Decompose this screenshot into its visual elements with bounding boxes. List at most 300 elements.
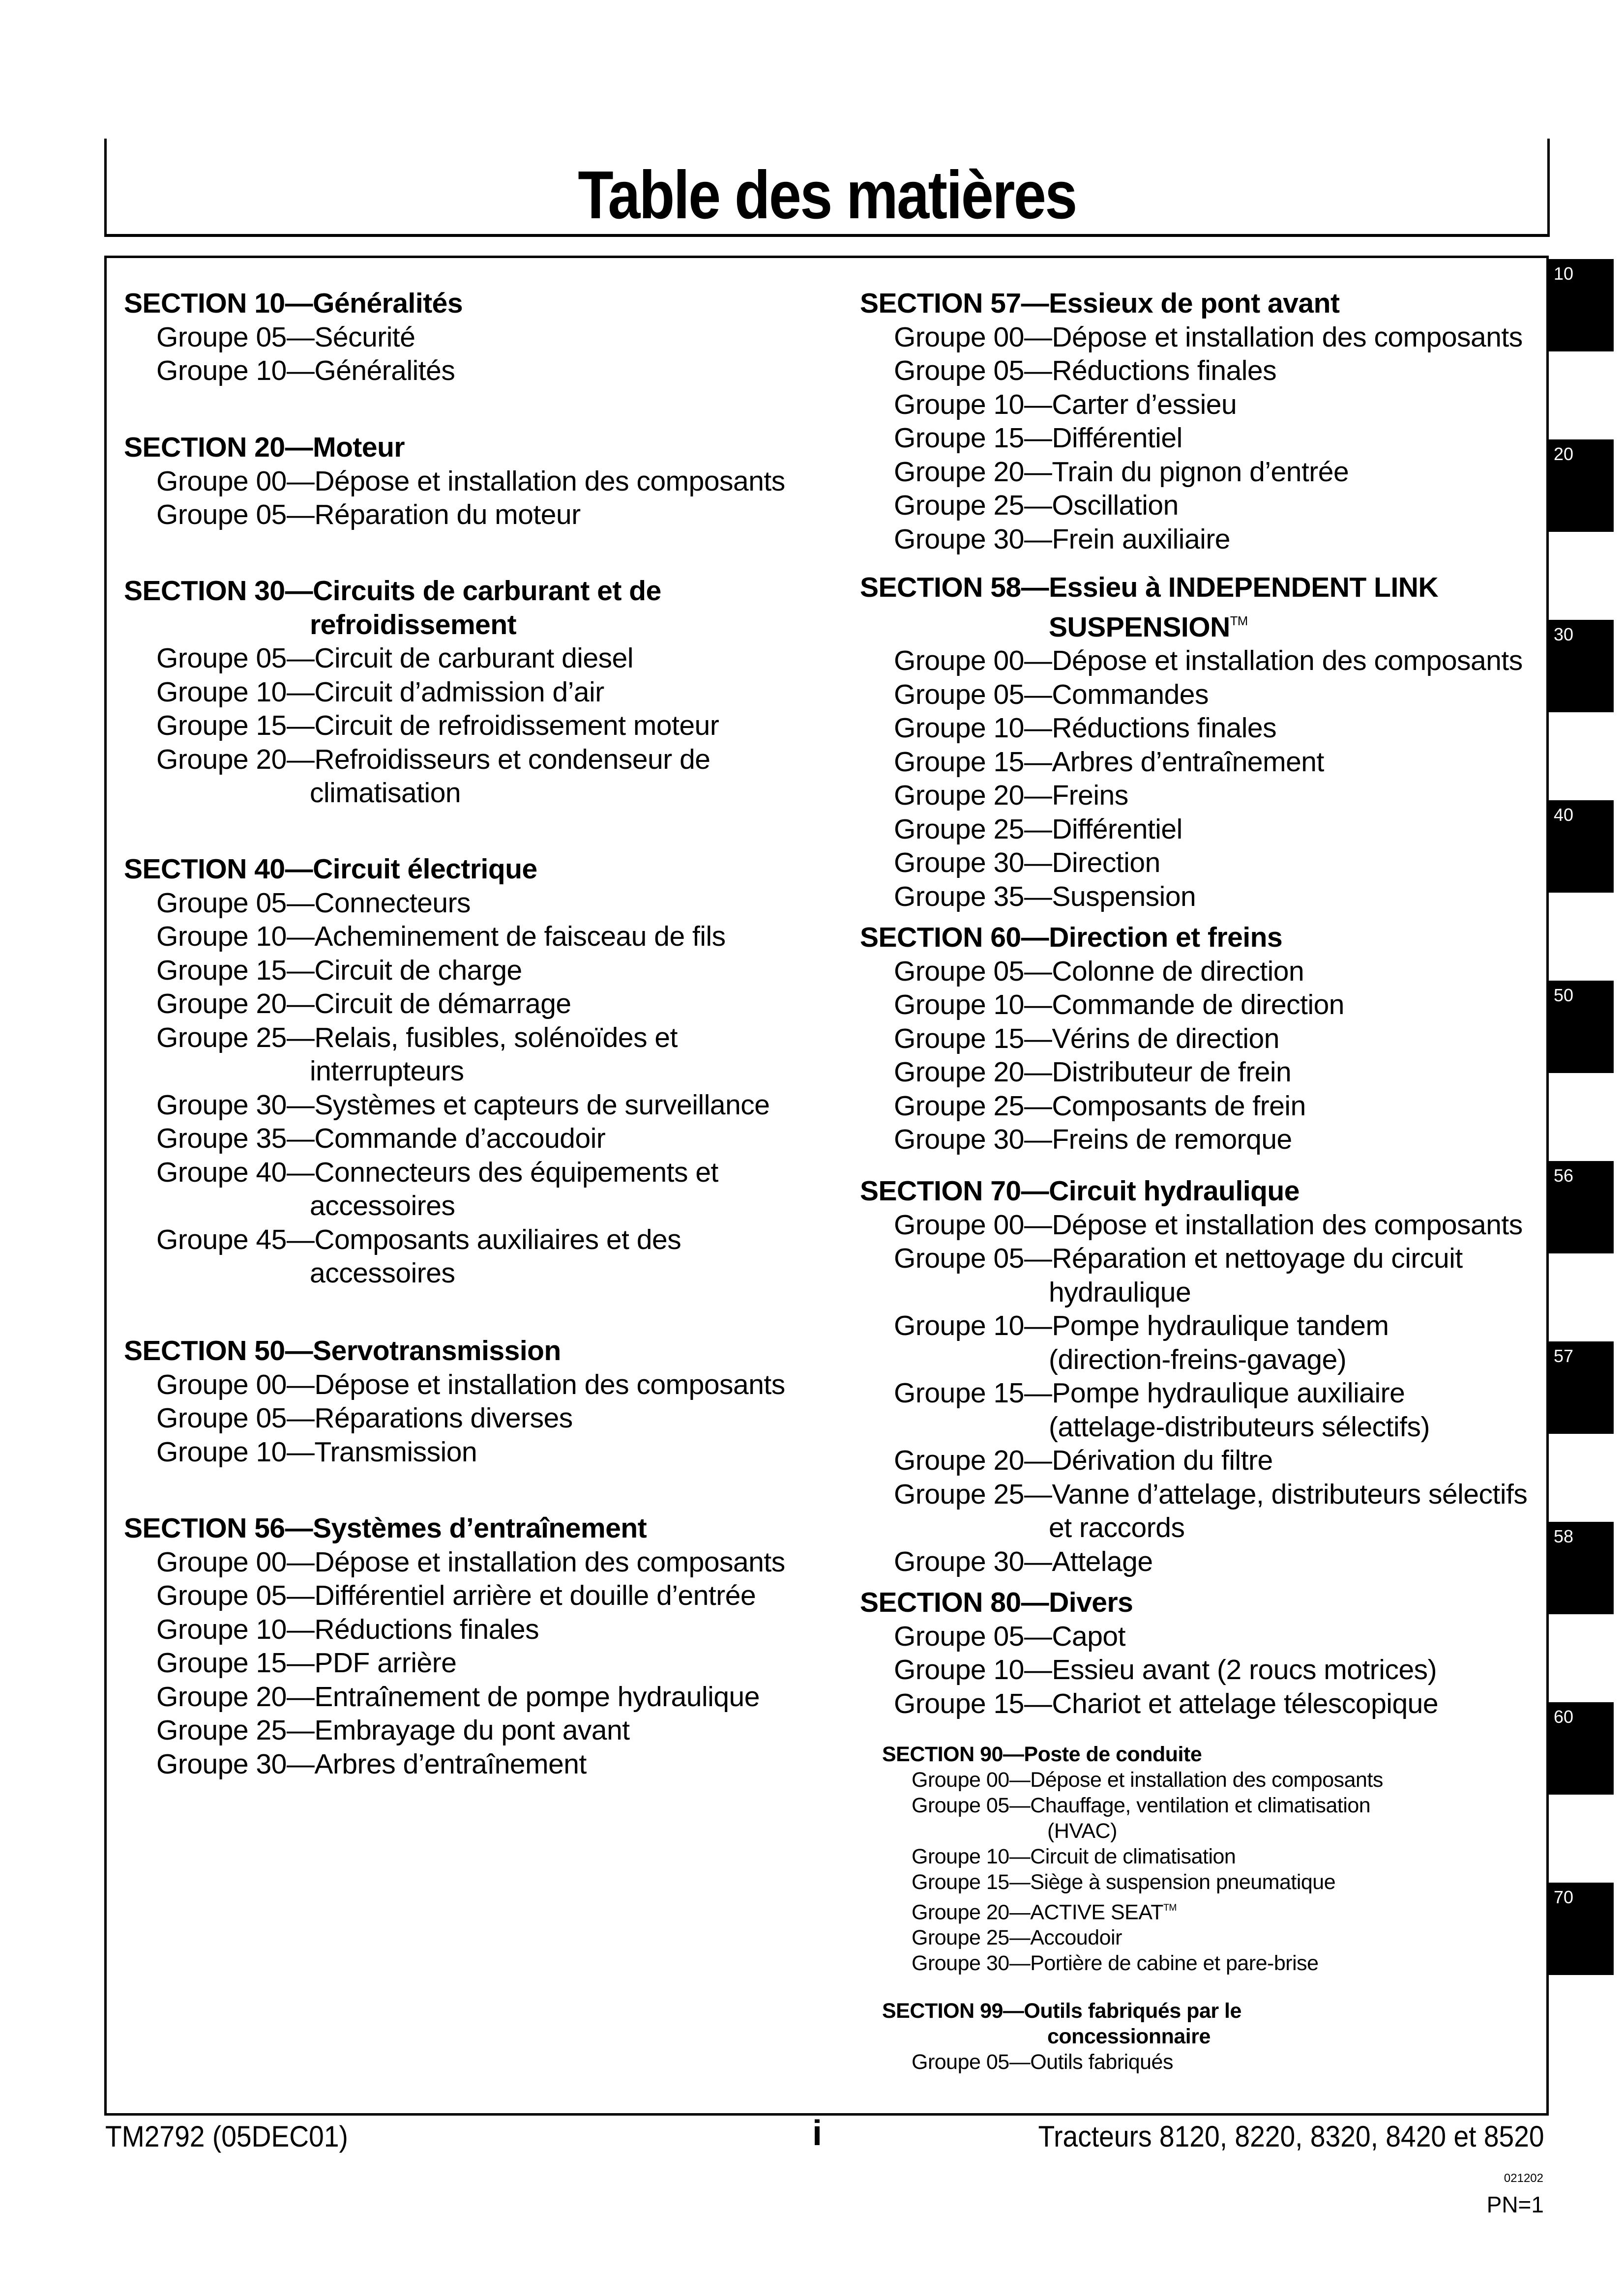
- group-entry[interactable]: [124, 1747, 785, 1781]
- section-heading[interactable]: [860, 571, 1523, 644]
- group-number: Groupe 05: [156, 642, 287, 674]
- toc-section: [124, 1334, 785, 1469]
- group-entry[interactable]: [882, 1793, 1383, 1844]
- group-number: Groupe 30: [894, 1545, 1024, 1577]
- group-entry[interactable]: [124, 886, 769, 920]
- footer-manual-id: TM2792 (05DEC01): [105, 2120, 348, 2153]
- group-entry[interactable]: [124, 1545, 785, 1579]
- group-number: Groupe 00: [156, 1368, 287, 1400]
- section-title: Servotransmission: [313, 1335, 561, 1366]
- group-entry[interactable]: [882, 1925, 1383, 1950]
- group-title: Freins de remorque: [1052, 1124, 1292, 1155]
- section-heading[interactable]: [124, 1334, 785, 1368]
- section-tab-40[interactable]: [1547, 800, 1614, 893]
- group-title: Circuit d’admission d’air: [314, 676, 604, 708]
- group-entry[interactable]: [860, 988, 1344, 1022]
- group-entry[interactable]: [860, 1309, 1527, 1376]
- group-entry[interactable]: [860, 813, 1523, 846]
- group-title: Chauffage, ventilation et climatisation: [1030, 1794, 1371, 1817]
- group-number: Groupe 00: [912, 1768, 1009, 1792]
- group-entry[interactable]: [124, 709, 719, 743]
- group-number: Groupe 15: [894, 1377, 1024, 1409]
- group-number: Groupe 15: [894, 746, 1024, 778]
- section-title-continuation: [124, 608, 719, 642]
- group-entry[interactable]: [124, 954, 769, 988]
- group-entry[interactable]: [882, 1767, 1383, 1793]
- em-dash: —: [1009, 1951, 1031, 1976]
- em-dash: —: [286, 1613, 315, 1645]
- em-dash: —: [285, 853, 313, 885]
- group-title: Circuit de charge: [314, 954, 522, 986]
- section-heading[interactable]: [124, 431, 785, 465]
- group-title: Arbres d’entraînement: [314, 1748, 587, 1780]
- section-number: SECTION 70: [860, 1175, 1021, 1207]
- group-entry[interactable]: [124, 320, 463, 354]
- group-entry[interactable]: [124, 354, 463, 388]
- group-title: Freins: [1052, 780, 1128, 812]
- em-dash: —: [286, 921, 315, 952]
- group-title: Vérins de direction: [1052, 1022, 1279, 1054]
- em-dash: —: [1003, 1999, 1024, 2023]
- group-title: Entraînement de pompe hydraulique: [314, 1681, 760, 1713]
- section-tab-60[interactable]: [1547, 1702, 1614, 1795]
- em-dash: —: [286, 887, 315, 919]
- toc-section: [124, 287, 463, 388]
- group-title: Commande d’accoudoir: [314, 1123, 606, 1154]
- group-entry[interactable]: [860, 455, 1523, 489]
- group-title: Distributeur de frein: [1052, 1056, 1292, 1088]
- em-dash: —: [1024, 780, 1052, 812]
- section-tab-label: 56: [1554, 1165, 1574, 1186]
- section-title: Circuit hydraulique: [1049, 1175, 1299, 1207]
- group-entry[interactable]: [124, 1021, 769, 1088]
- section-title: Circuits de carburant et de: [313, 575, 661, 607]
- em-dash: —: [286, 1368, 315, 1400]
- group-number: Groupe 15: [894, 422, 1024, 454]
- group-number: Groupe 00: [894, 321, 1024, 353]
- group-title: Différentiel: [1052, 813, 1182, 845]
- em-dash: —: [1024, 712, 1052, 744]
- section-heading[interactable]: [860, 287, 1523, 320]
- em-dash: —: [286, 1156, 315, 1188]
- group-number: Groupe 00: [156, 465, 287, 497]
- em-dash: —: [1024, 456, 1052, 488]
- em-dash: —: [1024, 1310, 1052, 1341]
- group-entry[interactable]: [860, 388, 1523, 422]
- section-title: Moteur: [313, 432, 405, 463]
- section-title: Essieu à INDEPENDENT LINK: [1049, 572, 1439, 603]
- group-number: Groupe 25: [156, 1715, 287, 1746]
- group-title: Réparation du moteur: [314, 499, 581, 530]
- em-dash: —: [286, 1546, 315, 1578]
- trademark-symbol: TM: [1163, 1902, 1177, 1913]
- group-title: Pompe hydraulique tandem: [1052, 1310, 1389, 1341]
- em-dash: —: [1009, 1926, 1031, 1950]
- group-entry[interactable]: [860, 1444, 1527, 1478]
- title-box: [104, 139, 1550, 237]
- em-dash: —: [1024, 1124, 1052, 1155]
- group-title: Réparation et nettoyage du circuit: [1052, 1243, 1463, 1274]
- group-number: Groupe 30: [156, 1089, 287, 1121]
- group-number: Groupe 05: [894, 355, 1024, 386]
- group-title-continuation: (direction-freins-gavage): [1049, 1343, 1347, 1375]
- group-entry[interactable]: [860, 779, 1523, 813]
- group-entry[interactable]: [124, 1435, 785, 1469]
- section-number: SECTION 80: [860, 1587, 1021, 1618]
- em-dash: —: [1024, 813, 1052, 845]
- group-title: Relais, fusibles, solénoïdes et: [314, 1021, 678, 1053]
- group-number: Groupe 15: [894, 1687, 1024, 1719]
- em-dash: —: [286, 1681, 315, 1713]
- group-number: Groupe 05: [894, 678, 1024, 710]
- group-entry[interactable]: [860, 1687, 1438, 1721]
- group-number: Groupe 35: [156, 1123, 287, 1154]
- section-number: SECTION 90: [882, 1743, 1003, 1766]
- group-number: Groupe 15: [156, 954, 287, 986]
- group-entry[interactable]: [860, 745, 1523, 779]
- group-entry[interactable]: [124, 1088, 769, 1122]
- group-entry[interactable]: [860, 711, 1523, 745]
- group-number: Groupe 05: [894, 1620, 1024, 1652]
- section-heading[interactable]: [124, 574, 719, 641]
- group-entry[interactable]: [860, 880, 1523, 914]
- toc-section: [882, 1742, 1383, 1976]
- group-title: Embrayage du pont avant: [314, 1715, 630, 1746]
- em-dash: —: [1021, 922, 1049, 953]
- em-dash: —: [286, 1402, 315, 1434]
- em-dash: —: [1021, 572, 1049, 603]
- group-entry[interactable]: [124, 1368, 785, 1402]
- em-dash: —: [285, 1512, 313, 1544]
- group-entry[interactable]: [860, 1545, 1527, 1579]
- group-title: Refroidisseurs et condenseur de: [314, 743, 710, 775]
- em-dash: —: [286, 710, 315, 741]
- section-number: SECTION 50: [124, 1335, 285, 1366]
- group-title: Outils fabriqués: [1030, 2050, 1173, 2074]
- section-tab-57[interactable]: [1547, 1341, 1614, 1434]
- group-number: Groupe 25: [894, 1478, 1024, 1510]
- group-number: Groupe 25: [894, 1090, 1024, 1122]
- group-number: Groupe 20: [156, 743, 287, 775]
- group-number: Groupe 10: [894, 388, 1024, 420]
- toc-section: [882, 1998, 1241, 2075]
- section-title: Poste de conduite: [1024, 1743, 1202, 1766]
- group-title: Circuit de carburant diesel: [314, 642, 634, 674]
- group-number: Groupe 05: [156, 499, 287, 530]
- section-number: SECTION 57: [860, 288, 1021, 319]
- section-number: SECTION 20: [124, 432, 285, 463]
- group-title: Pompe hydraulique auxiliaire: [1052, 1377, 1405, 1409]
- section-tab-70[interactable]: [1547, 1883, 1614, 1975]
- group-title: Connecteurs: [314, 887, 471, 919]
- em-dash: —: [1024, 321, 1052, 353]
- em-dash: —: [286, 1436, 315, 1468]
- em-dash: —: [1024, 388, 1052, 420]
- em-dash: —: [1024, 1090, 1052, 1122]
- em-dash: —: [285, 288, 313, 319]
- footer-page-number: i: [812, 2114, 823, 2153]
- group-entry[interactable]: [860, 1208, 1527, 1242]
- section-tab-label: 40: [1554, 805, 1574, 825]
- em-dash: —: [1024, 989, 1052, 1020]
- section-heading[interactable]: [860, 921, 1344, 955]
- toc-section: [860, 921, 1344, 1157]
- group-entry[interactable]: [124, 987, 769, 1021]
- group-entry[interactable]: [860, 421, 1523, 455]
- group-title: Direction: [1052, 847, 1160, 879]
- group-title: Dépose et installation des composants: [314, 1546, 785, 1578]
- section-title: Circuit électrique: [313, 853, 537, 885]
- em-dash: —: [286, 465, 315, 497]
- group-entry[interactable]: [124, 743, 719, 810]
- em-dash: —: [1024, 746, 1052, 778]
- group-entry[interactable]: [882, 1844, 1383, 1869]
- section-heading[interactable]: [860, 1586, 1438, 1620]
- em-dash: —: [1024, 490, 1052, 521]
- section-heading[interactable]: [124, 287, 463, 320]
- group-entry[interactable]: [860, 489, 1523, 523]
- em-dash: —: [1009, 1794, 1031, 1817]
- group-title: Frein auxiliaire: [1052, 523, 1230, 555]
- em-dash: —: [1021, 1587, 1049, 1618]
- group-title-continuation: interrupteurs: [310, 1055, 464, 1087]
- group-title: Portière de cabine et pare-brise: [1030, 1951, 1319, 1976]
- group-number: Groupe 20: [156, 1681, 287, 1713]
- group-entry[interactable]: [882, 1950, 1383, 1976]
- section-title-continuation: [882, 2024, 1241, 2049]
- group-number: Groupe 20: [894, 1445, 1024, 1476]
- section-tab-58[interactable]: [1547, 1522, 1614, 1614]
- group-title: Différentiel: [1052, 422, 1182, 454]
- group-title: PDF arrière: [314, 1647, 457, 1679]
- trademark-symbol: TM: [1230, 614, 1248, 628]
- group-number: Groupe 45: [156, 1223, 287, 1255]
- section-title: Outils fabriqués par le: [1024, 1999, 1241, 2023]
- group-number: Groupe 10: [156, 1436, 287, 1468]
- group-title-continuation: hydraulique: [1049, 1276, 1191, 1308]
- em-dash: —: [1003, 1743, 1024, 1766]
- em-dash: —: [286, 1580, 315, 1611]
- group-number: Groupe 10: [894, 1310, 1024, 1341]
- group-entry[interactable]: [124, 1680, 785, 1714]
- group-title: Vanne d’attelage, distributeurs sélectifs: [1052, 1478, 1528, 1510]
- section-tab-label: 60: [1554, 1707, 1574, 1727]
- em-dash: —: [1024, 1620, 1052, 1652]
- section-tab-10[interactable]: [1547, 259, 1614, 351]
- section-title: Direction et freins: [1049, 922, 1283, 953]
- section-title: Généralités: [313, 288, 463, 319]
- section-number: SECTION 99: [882, 1999, 1003, 2023]
- group-number: Groupe 10: [156, 921, 287, 952]
- em-dash: —: [286, 988, 315, 1019]
- group-number: Groupe 35: [894, 880, 1024, 912]
- group-title: ACTIVE SEAT: [1030, 1900, 1164, 1924]
- group-entry[interactable]: [882, 1869, 1383, 1895]
- group-entry[interactable]: [124, 1613, 785, 1647]
- em-dash: —: [1024, 1243, 1052, 1274]
- em-dash: —: [1024, 1209, 1052, 1241]
- group-entry[interactable]: [860, 1620, 1438, 1654]
- group-title: Dépose et installation des composants: [1030, 1768, 1383, 1792]
- toc-section: [860, 287, 1523, 556]
- group-number: Groupe 30: [894, 847, 1024, 879]
- section-title: Divers: [1049, 1587, 1133, 1618]
- section-title-cont-text: concessionnaire: [1047, 2025, 1211, 2048]
- group-entry[interactable]: [882, 1895, 1383, 1925]
- group-entry[interactable]: [124, 498, 785, 532]
- em-dash: —: [286, 321, 315, 353]
- group-title: Capot: [1052, 1620, 1125, 1652]
- group-title: Circuit de climatisation: [1030, 1845, 1236, 1868]
- group-number: Groupe 00: [894, 645, 1024, 677]
- group-entry[interactable]: [860, 354, 1523, 388]
- group-title-continuation: (attelage-distributeurs sélectifs): [1049, 1411, 1430, 1443]
- group-title: Accoudoir: [1030, 1926, 1122, 1950]
- group-number: Groupe 25: [894, 813, 1024, 845]
- em-dash: —: [1009, 1845, 1031, 1868]
- group-entry[interactable]: [124, 1122, 769, 1156]
- em-dash: —: [1024, 355, 1052, 386]
- group-title: Suspension: [1052, 880, 1196, 912]
- group-title-continuation: accessoires: [310, 1190, 455, 1221]
- group-title-continuation: et raccords: [1049, 1512, 1185, 1543]
- em-dash: —: [1024, 1056, 1052, 1088]
- group-entry[interactable]: [124, 1714, 785, 1747]
- group-entry[interactable]: [860, 1478, 1527, 1545]
- section-number: SECTION 30: [124, 575, 285, 607]
- section-heading[interactable]: [882, 1998, 1241, 2049]
- group-entry[interactable]: [860, 1242, 1527, 1309]
- group-entry[interactable]: [124, 641, 719, 675]
- group-title: Dérivation du filtre: [1052, 1445, 1273, 1476]
- toc-section: [860, 1174, 1527, 1578]
- group-number: Groupe 10: [912, 1845, 1009, 1868]
- group-entry[interactable]: [860, 644, 1523, 678]
- group-title: Chariot et attelage télescopique: [1052, 1687, 1439, 1719]
- group-number: Groupe 40: [156, 1156, 287, 1188]
- group-title: Dépose et installation des composants: [1052, 321, 1523, 353]
- em-dash: —: [286, 1123, 315, 1154]
- section-heading[interactable]: [860, 1174, 1527, 1208]
- em-dash: —: [286, 642, 315, 674]
- group-title: Différentiel arrière et douille d’entrée: [314, 1580, 756, 1611]
- group-title: Réductions finales: [1052, 712, 1277, 744]
- group-entry[interactable]: [124, 920, 769, 954]
- em-dash: —: [1009, 1768, 1031, 1792]
- group-title: Acheminement de faisceau de fils: [314, 921, 726, 952]
- section-heading[interactable]: [124, 852, 769, 886]
- group-number: Groupe 20: [894, 456, 1024, 488]
- group-title: Transmission: [314, 1436, 477, 1468]
- section-number: SECTION 58: [860, 572, 1021, 603]
- group-entry[interactable]: [860, 1123, 1344, 1157]
- section-tab-label: 58: [1554, 1526, 1574, 1546]
- group-entry[interactable]: [124, 1223, 769, 1290]
- section-tab-30[interactable]: [1547, 620, 1614, 712]
- group-number: Groupe 05: [156, 321, 287, 353]
- group-number: Groupe 10: [156, 355, 287, 386]
- group-entry[interactable]: [860, 1653, 1438, 1687]
- toc-section: [860, 571, 1523, 913]
- group-title: Commande de direction: [1052, 989, 1345, 1020]
- group-entry[interactable]: [860, 1376, 1527, 1444]
- section-number: SECTION 40: [124, 853, 285, 885]
- toc-section: [124, 852, 769, 1290]
- section-heading[interactable]: [124, 1511, 785, 1545]
- group-title: Dépose et installation des composants: [314, 465, 785, 497]
- em-dash: —: [286, 355, 315, 386]
- group-number: Groupe 15: [912, 1870, 1009, 1894]
- group-title: Carter d’essieu: [1052, 388, 1237, 420]
- group-title-continuation: accessoires: [310, 1257, 455, 1289]
- section-number: SECTION 10: [124, 288, 285, 319]
- em-dash: —: [1024, 880, 1052, 912]
- em-dash: —: [1009, 2050, 1031, 2074]
- group-entry[interactable]: [124, 1156, 769, 1223]
- section-tab-label: 70: [1554, 1887, 1574, 1907]
- group-entry[interactable]: [860, 955, 1344, 988]
- group-entry[interactable]: [124, 1579, 785, 1613]
- group-entry[interactable]: [860, 1055, 1344, 1089]
- em-dash: —: [1024, 523, 1052, 555]
- group-number: Groupe 10: [894, 1654, 1024, 1686]
- em-dash: —: [1024, 1022, 1052, 1054]
- group-number: Groupe 20: [894, 780, 1024, 812]
- group-entry[interactable]: [124, 675, 719, 709]
- toc-section: [860, 1586, 1438, 1720]
- em-dash: —: [1009, 1900, 1031, 1924]
- group-number: Groupe 20: [156, 988, 287, 1019]
- group-entry[interactable]: [860, 678, 1523, 712]
- group-entry[interactable]: [124, 465, 785, 498]
- section-tab-56[interactable]: [1547, 1161, 1614, 1253]
- page-title: Table des matières: [578, 157, 1076, 233]
- em-dash: —: [1009, 1870, 1031, 1894]
- group-entry[interactable]: [124, 1646, 785, 1680]
- group-title: Essieu avant (2 roucs motrices): [1052, 1654, 1437, 1686]
- group-entry[interactable]: [860, 523, 1523, 556]
- group-entry[interactable]: [882, 2049, 1241, 2075]
- group-number: Groupe 15: [156, 1647, 287, 1679]
- section-heading[interactable]: [882, 1742, 1383, 1767]
- em-dash: —: [1024, 1654, 1052, 1686]
- group-number: Groupe 30: [894, 1124, 1024, 1155]
- group-entry[interactable]: [860, 846, 1523, 880]
- group-title-continuation: climatisation: [310, 777, 461, 809]
- em-dash: —: [286, 1021, 315, 1053]
- em-dash: —: [1024, 1687, 1052, 1719]
- group-number: Groupe 30: [912, 1951, 1009, 1976]
- em-dash: —: [1024, 645, 1052, 677]
- group-entry[interactable]: [860, 1089, 1344, 1123]
- em-dash: —: [286, 1647, 315, 1679]
- group-number: Groupe 00: [894, 1209, 1024, 1241]
- group-title: Connecteurs des équipements et: [314, 1156, 718, 1188]
- group-number: Groupe 00: [156, 1546, 287, 1578]
- section-title: Systèmes d’entraînement: [313, 1512, 647, 1544]
- group-entry[interactable]: [860, 320, 1523, 354]
- group-number: Groupe 15: [894, 1022, 1024, 1054]
- group-entry[interactable]: [860, 1022, 1344, 1056]
- em-dash: —: [285, 432, 313, 463]
- group-title: Dépose et installation des composants: [1052, 645, 1523, 677]
- section-tab-label: 20: [1554, 444, 1574, 464]
- section-tab-50[interactable]: [1547, 981, 1614, 1073]
- section-tab-20[interactable]: [1547, 439, 1614, 532]
- group-title: Circuit de démarrage: [314, 988, 571, 1019]
- group-entry[interactable]: [124, 1401, 785, 1435]
- em-dash: —: [1024, 1377, 1052, 1409]
